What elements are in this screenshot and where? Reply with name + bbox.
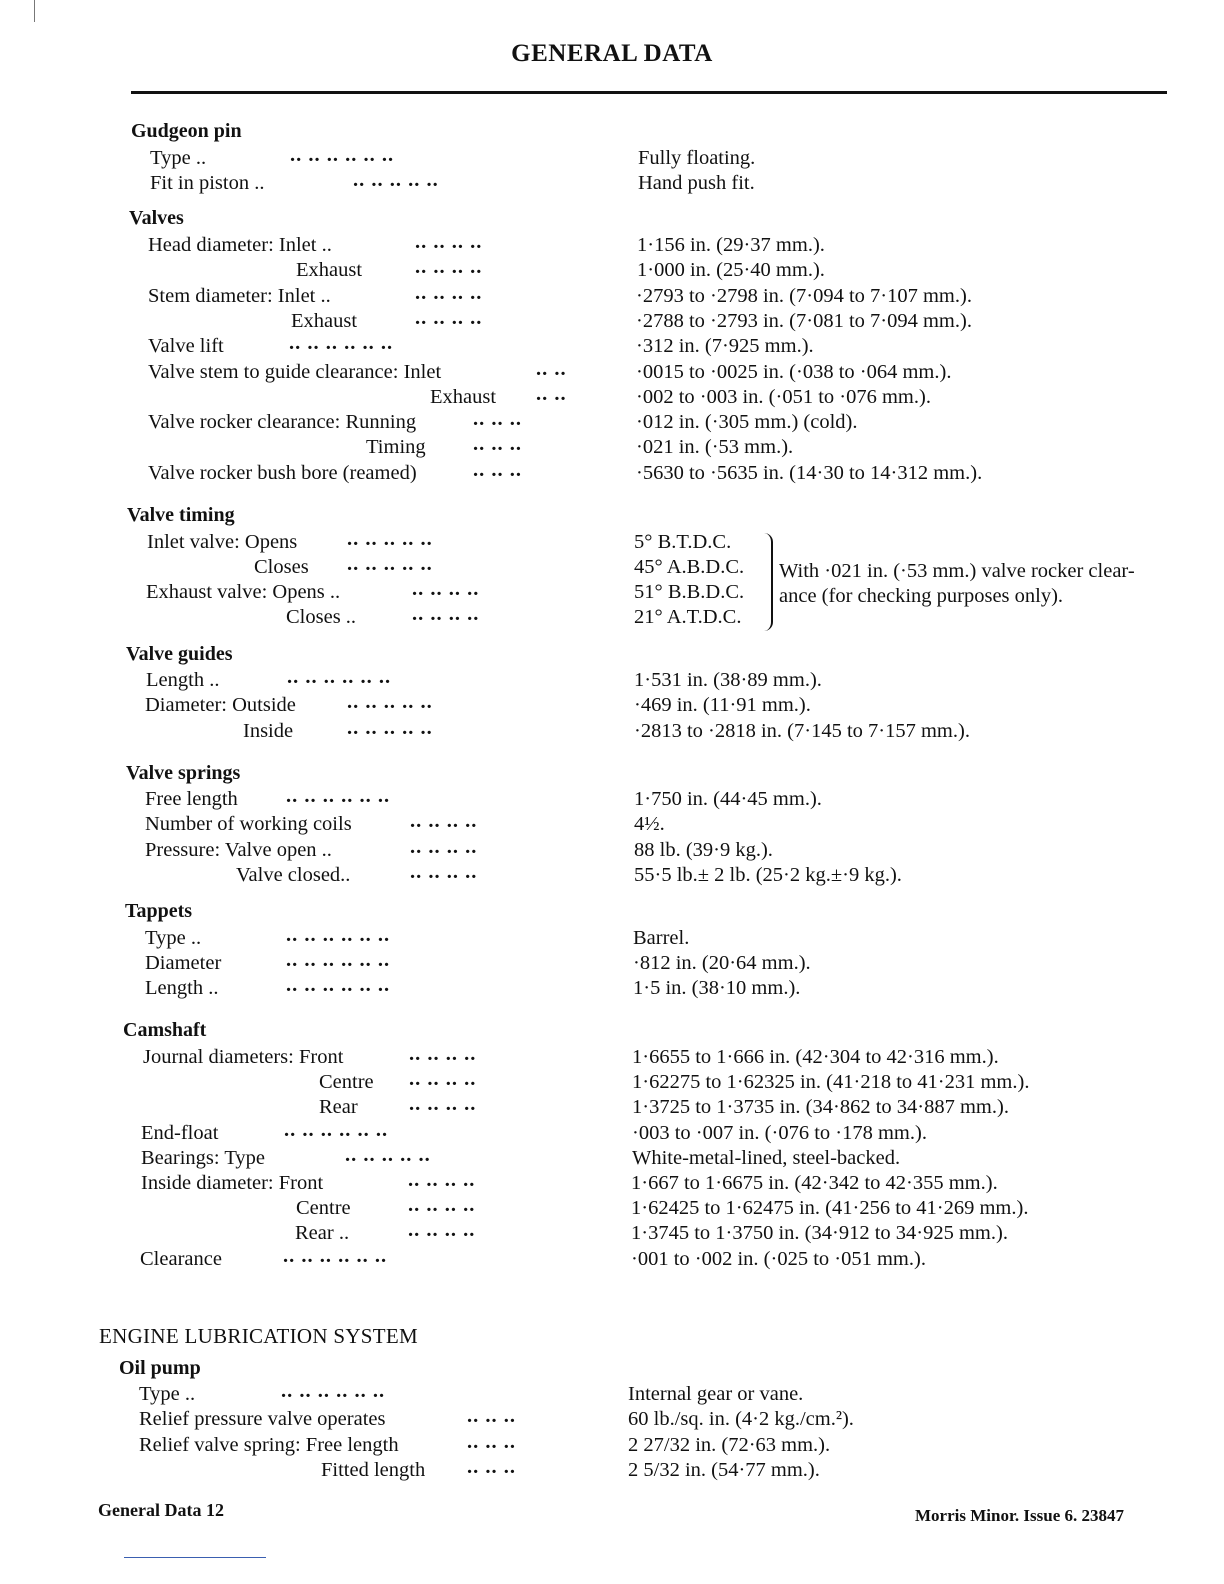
spec-value: 1·3745 to 1·3750 in. (34·912 to 34·925 mm.). bbox=[631, 1222, 1008, 1244]
leader-dots: .. .. .. .. .. .. bbox=[289, 332, 394, 354]
heading-gudgeon-pin: Gudgeon pin bbox=[131, 120, 242, 142]
leader-dots: .. .. .. .. .. .. bbox=[283, 1245, 388, 1267]
spec-row bbox=[0, 434, 1224, 460]
spec-label: Centre bbox=[319, 1071, 374, 1093]
spec-label: Exhaust bbox=[296, 259, 363, 281]
spec-value: 1·62275 to 1·62325 in. (41·218 to 41·231 mm.). bbox=[632, 1071, 1030, 1093]
spec-row bbox=[0, 1220, 1224, 1246]
spec-row bbox=[0, 718, 1224, 744]
leader-dots: .. .. .. .. .. .. bbox=[286, 949, 391, 971]
spec-value: ·0015 to ·0025 in. (·038 to ·064 mm.). bbox=[636, 361, 952, 383]
leader-dots: .. .. .. .. bbox=[415, 307, 483, 329]
leader-dots: .. .. .. .. bbox=[412, 578, 480, 600]
spec-row bbox=[0, 384, 1224, 410]
leader-dots: .. .. .. .. .. .. bbox=[286, 785, 391, 807]
spec-row bbox=[0, 145, 1224, 171]
spec-row bbox=[0, 1069, 1224, 1095]
spec-value: ·021 in. (·53 mm.). bbox=[636, 436, 794, 458]
leader-dots: .. .. bbox=[536, 358, 567, 380]
spec-value: 1·156 in. (29·37 mm.). bbox=[637, 234, 825, 256]
spec-value: 1·62425 to 1·62475 in. (41·256 to 41·269 mm.). bbox=[631, 1197, 1029, 1219]
leader-dots: .. .. .. .. .. .. bbox=[284, 1119, 389, 1141]
spec-row bbox=[0, 862, 1224, 888]
spec-row bbox=[0, 460, 1224, 486]
leader-dots: .. .. bbox=[536, 383, 567, 405]
spec-value: 5° B.T.D.C. bbox=[634, 531, 732, 553]
spec-value: Hand push fit. bbox=[638, 172, 755, 194]
page-title: GENERAL DATA bbox=[511, 40, 713, 67]
leader-dots: .. .. .. .. .. bbox=[353, 169, 439, 191]
spec-value: 1·6655 to 1·666 in. (42·304 to 42·316 mm.). bbox=[632, 1046, 999, 1068]
spec-row bbox=[0, 925, 1224, 951]
spec-value: 1·750 in. (44·45 mm.). bbox=[634, 788, 822, 810]
spec-value: 1·000 in. (25·40 mm.). bbox=[637, 259, 825, 281]
spec-label: Relief pressure valve operates bbox=[139, 1408, 386, 1430]
leader-dots: .. .. .. bbox=[473, 408, 522, 430]
spec-label: End-float bbox=[141, 1122, 219, 1144]
spec-label: Fitted length bbox=[321, 1459, 426, 1481]
spec-value: ·2793 to ·2798 in. (7·094 to 7·107 mm.). bbox=[636, 285, 972, 307]
leader-dots: .. .. .. .. .. .. bbox=[287, 666, 392, 688]
spec-row bbox=[0, 1145, 1224, 1171]
spec-row bbox=[0, 333, 1224, 359]
leader-dots: .. .. .. .. bbox=[412, 603, 480, 625]
leader-dots: .. .. .. .. .. .. bbox=[286, 974, 391, 996]
heading-valves: Valves bbox=[129, 207, 184, 229]
leader-dots: .. .. .. .. bbox=[408, 1194, 476, 1216]
heading-valve-springs: Valve springs bbox=[126, 762, 241, 784]
leader-dots: .. .. .. bbox=[467, 1431, 516, 1453]
spec-row bbox=[0, 409, 1224, 435]
spec-label: Rear bbox=[319, 1096, 358, 1118]
spec-label: Closes .. bbox=[286, 606, 357, 628]
leader-dots: .. .. .. .. bbox=[409, 1093, 477, 1115]
leader-dots: .. .. .. .. .. .. bbox=[281, 1380, 386, 1402]
spec-value: 21° A.T.D.C. bbox=[634, 606, 742, 628]
spec-value: ·001 to ·002 in. (·025 to ·051 mm.). bbox=[631, 1248, 926, 1270]
spec-label: Inlet valve: Opens bbox=[147, 531, 298, 553]
leader-dots: .. .. .. .. bbox=[415, 282, 483, 304]
leader-dots: .. .. .. .. bbox=[410, 810, 478, 832]
spec-value: 1·5 in. (38·10 mm.). bbox=[633, 977, 801, 999]
spec-value: 55·5 lb.± 2 lb. (25·2 kg.±·9 kg.). bbox=[634, 864, 902, 886]
spec-row bbox=[0, 667, 1224, 693]
spec-value: 1·667 to 1·6675 in. (42·342 to 42·355 mm.). bbox=[631, 1172, 998, 1194]
spec-value: ·469 in. (11·91 mm.). bbox=[634, 694, 811, 716]
leader-dots: .. .. .. .. .. .. bbox=[286, 924, 391, 946]
spec-value: Internal gear or vane. bbox=[628, 1383, 804, 1405]
spec-row bbox=[0, 811, 1224, 837]
heading-oil-pump: Oil pump bbox=[119, 1357, 201, 1379]
spec-label: Type .. bbox=[145, 927, 202, 949]
spec-value: ·002 to ·003 in. (·051 to ·076 mm.). bbox=[636, 386, 931, 408]
spec-label: Clearance bbox=[140, 1248, 222, 1270]
spec-value: ·812 in. (20·64 mm.). bbox=[633, 952, 811, 974]
spec-row bbox=[0, 950, 1224, 976]
spec-value: ·012 in. (·305 mm.) (cold). bbox=[636, 411, 858, 433]
spec-label: Valve stem to guide clearance: Inlet bbox=[148, 361, 442, 383]
spec-label: Relief valve spring: Free length bbox=[139, 1434, 399, 1456]
spec-value: ·2788 to ·2793 in. (7·081 to 7·094 mm.). bbox=[636, 310, 972, 332]
leader-dots: .. .. .. bbox=[473, 459, 522, 481]
spec-value: White-metal-lined, steel-backed. bbox=[632, 1147, 901, 1169]
heading-tappets: Tappets bbox=[125, 900, 193, 922]
spec-label: Valve rocker bush bore (reamed) bbox=[148, 462, 417, 484]
leader-dots: .. .. .. .. .. bbox=[345, 1144, 431, 1166]
footer-page-label: General Data 12 bbox=[98, 1500, 224, 1520]
leader-dots: .. .. .. bbox=[467, 1456, 516, 1478]
leader-dots: .. .. .. bbox=[473, 433, 522, 455]
spec-row bbox=[0, 786, 1224, 812]
spec-row bbox=[0, 529, 1224, 555]
spec-row bbox=[0, 170, 1224, 196]
leader-dots: .. .. .. .. bbox=[410, 836, 478, 858]
spec-row bbox=[0, 257, 1224, 283]
section-title-lubrication: ENGINE LUBRICATION SYSTEM bbox=[99, 1324, 418, 1348]
spec-label: Type .. bbox=[150, 147, 207, 169]
leader-dots: .. .. .. .. bbox=[409, 1043, 477, 1065]
spec-label: Valve closed.. bbox=[236, 864, 351, 886]
leader-dots: .. .. .. .. bbox=[409, 1068, 477, 1090]
spec-value: 51° B.B.D.C. bbox=[634, 581, 745, 603]
spec-label: Inside diameter: Front bbox=[141, 1172, 324, 1194]
spec-row bbox=[0, 1044, 1224, 1070]
leader-dots: .. .. .. .. .. bbox=[347, 553, 433, 575]
spec-label: Bearings: Type bbox=[141, 1147, 266, 1169]
spec-label: Length .. bbox=[145, 977, 219, 999]
leader-dots: .. .. .. .. bbox=[408, 1219, 476, 1241]
spec-row bbox=[0, 1195, 1224, 1221]
spec-label: Exhaust valve: Opens .. bbox=[146, 581, 341, 603]
spec-label: Diameter: Outside bbox=[145, 694, 296, 716]
spec-row bbox=[0, 1094, 1224, 1120]
spec-row bbox=[0, 1246, 1224, 1272]
spec-label: Type .. bbox=[139, 1383, 196, 1405]
spec-row bbox=[0, 1406, 1224, 1432]
spec-label: Timing bbox=[366, 436, 426, 458]
heading-camshaft: Camshaft bbox=[123, 1019, 207, 1041]
spec-label: Exhaust bbox=[291, 310, 358, 332]
spec-row bbox=[0, 975, 1224, 1001]
leader-dots: .. .. .. .. .. bbox=[347, 528, 433, 550]
spec-label: Free length bbox=[145, 788, 238, 810]
spec-label: Inside bbox=[243, 720, 294, 742]
spec-row bbox=[0, 692, 1224, 718]
timing-note-line-2: ance (for checking purposes only). bbox=[779, 585, 1064, 607]
leader-dots: .. .. .. .. bbox=[415, 256, 483, 278]
leader-dots: .. .. .. .. .. bbox=[347, 691, 433, 713]
spec-label: Head diameter: Inlet .. bbox=[148, 234, 332, 256]
spec-row bbox=[0, 283, 1224, 309]
spec-row bbox=[0, 359, 1224, 385]
spec-label: Fit in piston .. bbox=[150, 172, 265, 194]
spec-value: 1·3725 to 1·3735 in. (34·862 to 34·887 mm.). bbox=[632, 1096, 1009, 1118]
heading-valve-guides: Valve guides bbox=[126, 643, 233, 665]
spec-row bbox=[0, 232, 1224, 258]
leader-dots: .. .. .. .. .. bbox=[347, 717, 433, 739]
spec-row bbox=[0, 1381, 1224, 1407]
leader-dots: .. .. .. .. .. .. bbox=[290, 144, 395, 166]
spec-label: Valve rocker clearance: Running bbox=[148, 411, 417, 433]
timing-brace bbox=[762, 533, 773, 631]
spec-label: Number of working coils bbox=[145, 813, 352, 835]
spec-row bbox=[0, 1432, 1224, 1458]
leader-dots: .. .. .. .. bbox=[415, 231, 483, 253]
spec-label: Diameter bbox=[145, 952, 222, 974]
leader-dots: .. .. .. bbox=[467, 1405, 516, 1427]
spec-value: Barrel. bbox=[633, 927, 690, 949]
spec-row bbox=[0, 1170, 1224, 1196]
scan-corner-mark bbox=[34, 0, 35, 22]
spec-value: 88 lb. (39·9 kg.). bbox=[634, 839, 773, 861]
spec-label: Centre bbox=[296, 1197, 351, 1219]
spec-row bbox=[0, 1120, 1224, 1146]
spec-value: Fully floating. bbox=[638, 147, 756, 169]
footer-issue-label: Morris Minor. Issue 6. 23847 bbox=[915, 1506, 1125, 1525]
spec-label: Pressure: Valve open .. bbox=[145, 839, 332, 861]
heading-valve-timing: Valve timing bbox=[127, 504, 235, 526]
title-rule bbox=[131, 91, 1167, 94]
spec-label: Exhaust bbox=[430, 386, 497, 408]
spec-value: 4½. bbox=[634, 813, 665, 835]
spec-label: Rear .. bbox=[295, 1222, 350, 1244]
spec-value: 2 27/32 in. (72·63 mm.). bbox=[628, 1434, 831, 1456]
leader-dots: .. .. .. .. bbox=[410, 861, 478, 883]
spec-value: 1·531 in. (38·89 mm.). bbox=[634, 669, 822, 691]
spec-value: ·2813 to ·2818 in. (7·145 to 7·157 mm.). bbox=[634, 720, 970, 742]
spec-value: ·5630 to ·5635 in. (14·30 to 14·312 mm.). bbox=[636, 462, 983, 484]
timing-note-line-1: With ·021 in. (·53 mm.) valve rocker clear- bbox=[779, 560, 1135, 582]
spec-row bbox=[0, 1457, 1224, 1483]
spec-label: Stem diameter: Inlet .. bbox=[148, 285, 331, 307]
scan-bottom-mark bbox=[124, 1557, 266, 1558]
spec-value: 2 5/32 in. (54·77 mm.). bbox=[628, 1459, 820, 1481]
spec-value: 60 lb./sq. in. (4·2 kg./cm.²). bbox=[628, 1408, 854, 1430]
spec-row bbox=[0, 308, 1224, 334]
spec-label: Valve lift bbox=[148, 335, 224, 357]
spec-label: Length .. bbox=[146, 669, 220, 691]
spec-value: ·312 in. (7·925 mm.). bbox=[636, 335, 814, 357]
spec-label: Closes bbox=[254, 556, 309, 578]
spec-row bbox=[0, 837, 1224, 863]
spec-value: ·003 to ·007 in. (·076 to ·178 mm.). bbox=[632, 1122, 927, 1144]
spec-value: 45° A.B.D.C. bbox=[634, 556, 745, 578]
spec-label: Journal diameters: Front bbox=[143, 1046, 344, 1068]
leader-dots: .. .. .. .. bbox=[408, 1169, 476, 1191]
